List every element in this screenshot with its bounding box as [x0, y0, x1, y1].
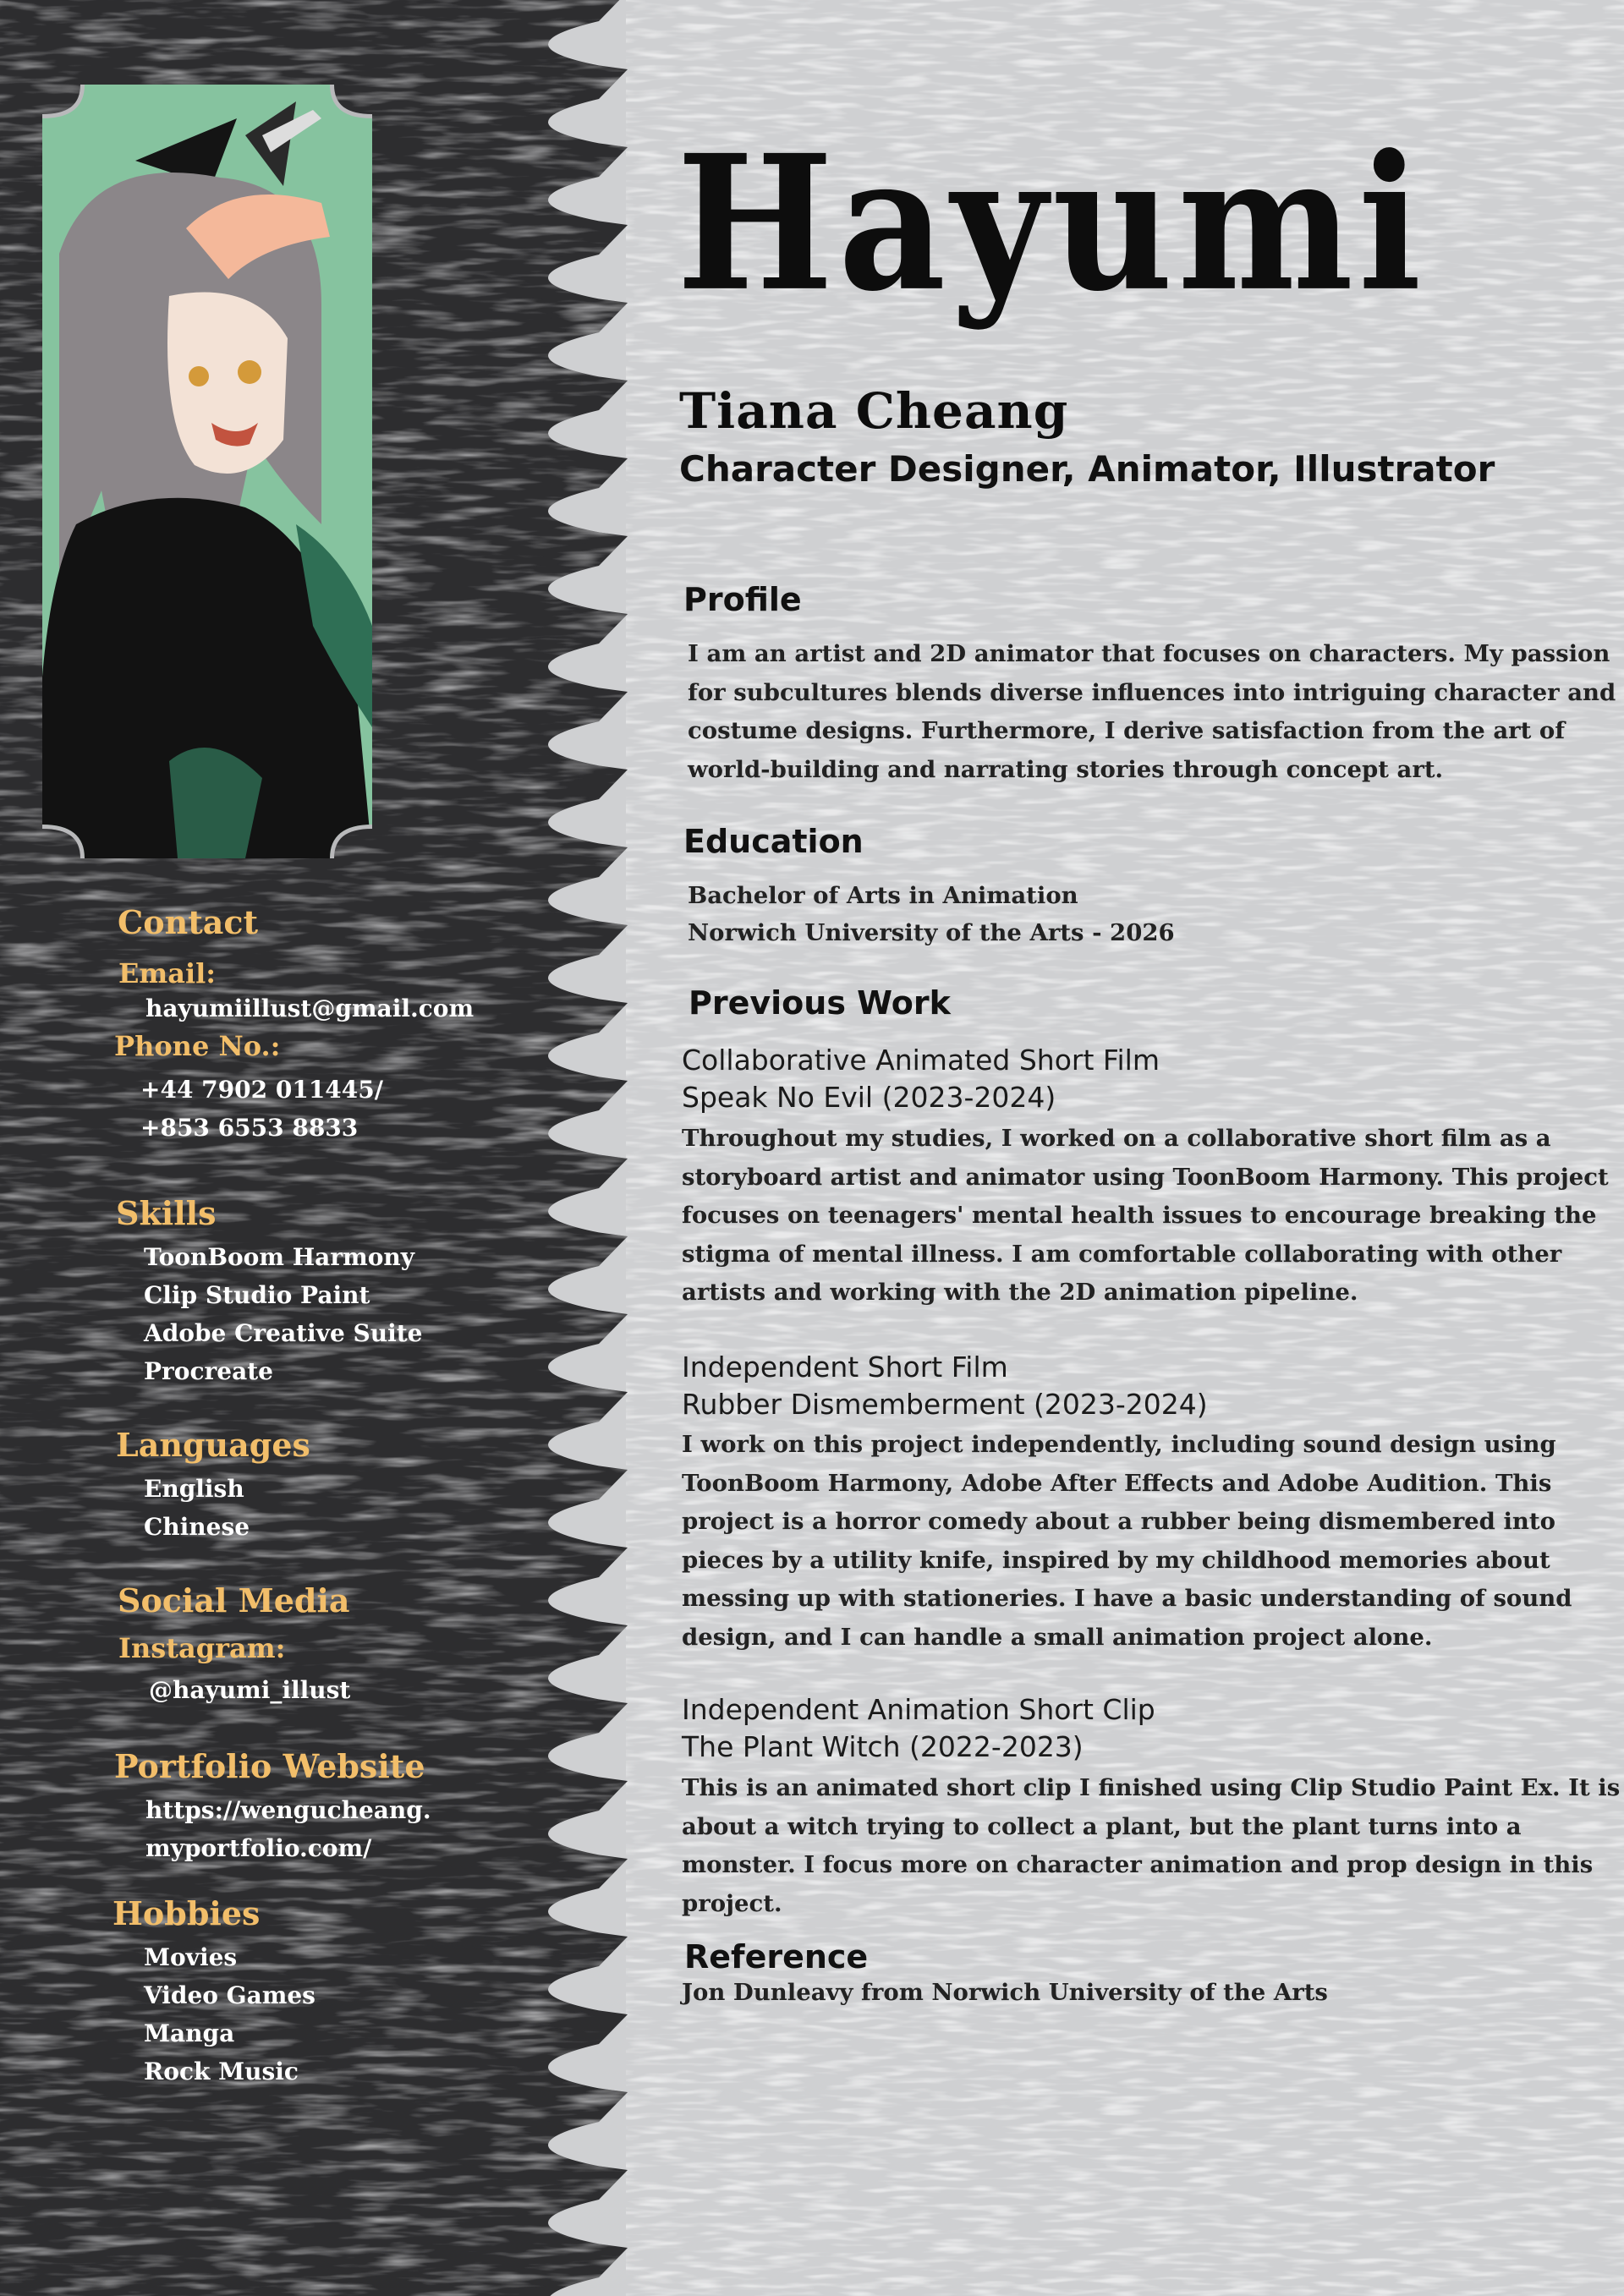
- skills-heading: Skills: [116, 1194, 217, 1232]
- description-line: stigma of mental illness. I am comfortable collaborating with other: [682, 1240, 1562, 1268]
- work-type: Independent Short Film: [682, 1351, 1008, 1384]
- description-line: Throughout my studies, I worked on a collaborative short film as a: [682, 1125, 1551, 1152]
- social-media-heading: Social Media: [118, 1581, 350, 1619]
- email-link[interactable]: hayumiillust@gmail.com: [145, 995, 475, 1022]
- hobby-item: Manga: [144, 2019, 235, 2047]
- instagram-handle[interactable]: @hayumi_illust: [149, 1676, 351, 1704]
- profile-line: costume designs. Furthermore, I derive satisfaction from the art of: [688, 717, 1566, 744]
- portfolio-url-line-1[interactable]: https://wengucheang.: [145, 1796, 431, 1824]
- skill-item: Adobe Creative Suite: [144, 1319, 423, 1347]
- work-type: Collaborative Animated Short Film: [682, 1044, 1160, 1077]
- hobby-item: Rock Music: [144, 2058, 299, 2085]
- education-text: [688, 877, 1584, 951]
- profile-text: [688, 635, 1616, 789]
- description-line: about a witch trying to collect a plant, but the plant turns into a: [682, 1812, 1522, 1840]
- description-line: project.: [682, 1889, 782, 1917]
- email-label: Email:: [118, 957, 217, 989]
- profile-heading: Profile: [683, 581, 802, 618]
- description-line: artists and working with the 2D animation pipeline.: [682, 1279, 1358, 1306]
- language-item: English: [144, 1475, 244, 1503]
- profile-line: I am an artist and 2D animator that focuses on characters. My passion: [688, 640, 1610, 667]
- phone-label: Phone No.:: [114, 1030, 281, 1062]
- description-line: design, and I can handle a small animation project alone.: [682, 1623, 1433, 1651]
- portfolio-heading: Portfolio Website: [114, 1747, 425, 1785]
- portfolio-url-line-2[interactable]: myportfolio.com/: [145, 1834, 372, 1862]
- contact-heading: Contact: [118, 903, 259, 941]
- previous-work-heading: Previous Work: [689, 984, 951, 1022]
- profile-line: for subcultures blends diverse influences into intriguing character and: [688, 678, 1616, 706]
- work-type: Independent Animation Short Clip: [682, 1693, 1155, 1726]
- hobby-item: Video Games: [144, 1981, 315, 2009]
- work-description: [682, 1426, 1578, 1657]
- description-line: ToonBoom Harmony, Adobe After Effects and Adobe Audition. This: [682, 1469, 1552, 1497]
- reference-heading: Reference: [684, 1938, 869, 1975]
- description-line: project is a horror comedy about a rubber being dismembered into: [682, 1508, 1555, 1535]
- work-title: Speak No Evil (2023-2024): [682, 1081, 1056, 1114]
- job-title: Character Designer, Animator, Illustrator: [679, 448, 1495, 490]
- reference-text: Jon Dunleavy from Norwich University of the Arts: [682, 1979, 1328, 2006]
- languages-heading: Languages: [116, 1426, 310, 1464]
- sidebar: [0, 0, 626, 2296]
- phone-number-2: +853 6553 8833: [140, 1114, 359, 1142]
- description-line: I work on this project independently, including sound design using: [682, 1431, 1556, 1458]
- work-description: [682, 1769, 1621, 1923]
- hobbies-heading: Hobbies: [112, 1894, 261, 1932]
- skill-item: Procreate: [144, 1357, 273, 1385]
- description-line: storyboard artist and animator using ToonBoom Harmony. This project: [682, 1163, 1609, 1191]
- work-title: Rubber Dismemberment (2023-2024): [682, 1388, 1208, 1421]
- skill-item: ToonBoom Harmony: [144, 1243, 415, 1271]
- education-heading: Education: [683, 823, 864, 860]
- degree: Bachelor of Arts in Animation: [688, 882, 1078, 909]
- work-title: The Plant Witch (2022-2023): [682, 1730, 1084, 1763]
- description-line: messing up with stationeries. I have a basic understanding of sound: [682, 1585, 1572, 1612]
- profile-line: world-building and narrating stories through concept art.: [688, 755, 1444, 783]
- phone-number-1: +44 7902 011445/: [140, 1076, 383, 1104]
- full-name: Tiana Cheang: [679, 382, 1069, 440]
- description-line: This is an animated short clip I finished using Clip Studio Paint Ex. It is: [682, 1774, 1621, 1801]
- instagram-label: Instagram:: [118, 1632, 286, 1664]
- language-item: Chinese: [144, 1513, 250, 1541]
- skill-item: Clip Studio Paint: [144, 1281, 370, 1309]
- description-line: focuses on teenagers' mental health issues to encourage breaking the: [682, 1202, 1597, 1229]
- description-line: monster. I focus more on character animation and prop design in this: [682, 1851, 1594, 1878]
- hobby-item: Movies: [144, 1943, 238, 1971]
- institution: Norwich University of the Arts - 2026: [688, 919, 1175, 946]
- description-line: pieces by a utility knife, inspired by my childhood memories about: [682, 1546, 1550, 1574]
- work-description: [682, 1120, 1609, 1312]
- brand-name: Hayumi: [677, 114, 1427, 333]
